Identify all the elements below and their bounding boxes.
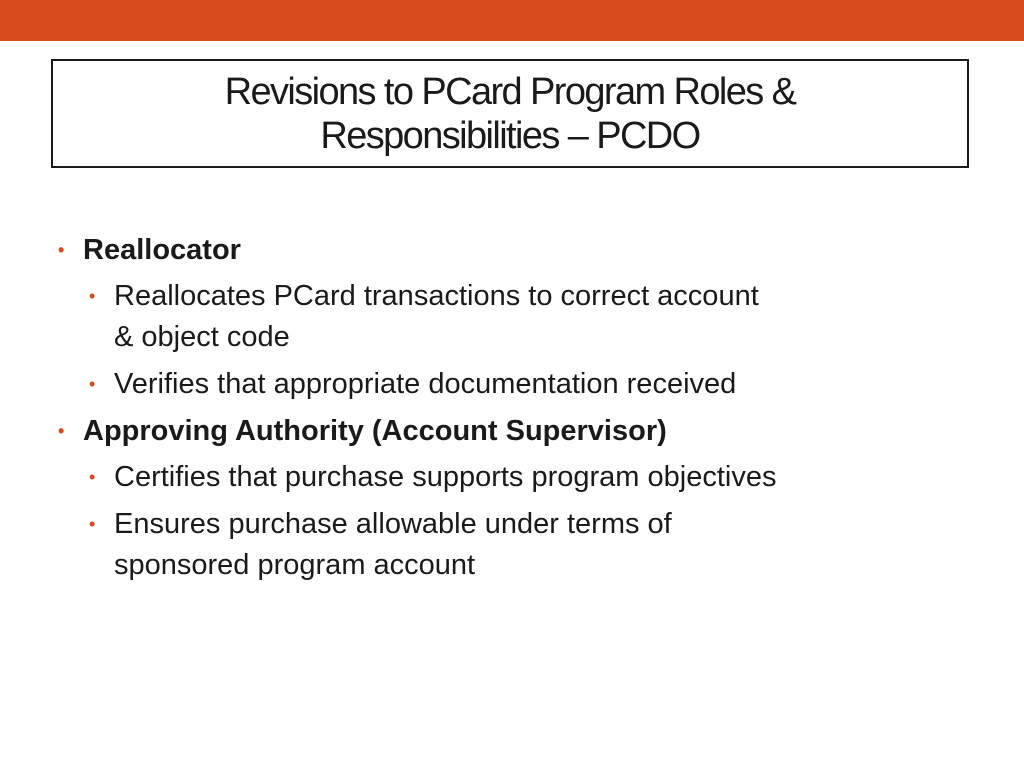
bullet-item-approving-authority bbox=[56, 411, 956, 451]
bullet-list bbox=[56, 230, 956, 592]
bullet-icon: • bbox=[58, 240, 65, 260]
sub-bullet-text: sponsored program account bbox=[114, 549, 476, 581]
sub-bullet-text: Certifies that purchase supports program objectives bbox=[114, 461, 777, 493]
bullet-icon: • bbox=[89, 467, 96, 487]
bullet-icon: • bbox=[89, 374, 96, 394]
sub-bullet-item bbox=[87, 457, 934, 498]
sub-bullet-text: Ensures purchase allowable under terms of bbox=[114, 508, 672, 540]
title-box bbox=[51, 59, 969, 168]
sub-bullet-text: Reallocates PCard transactions to correct account bbox=[114, 280, 759, 312]
bullet-heading: Reallocator bbox=[83, 234, 241, 266]
sub-bullet-text: Verifies that appropriate documentation received bbox=[114, 368, 737, 400]
bullet-heading: Approving Authority (Account Supervisor) bbox=[83, 415, 667, 447]
sub-bullet-text: & object code bbox=[114, 321, 290, 353]
title-line-1: Revisions to PCard Program Roles & bbox=[224, 70, 796, 113]
title-line-2: Responsibilities – PCDO bbox=[320, 114, 700, 157]
bullet-icon: • bbox=[58, 421, 65, 441]
sub-bullet-item bbox=[87, 504, 884, 586]
bullet-icon: • bbox=[89, 286, 96, 306]
sub-bullet-item bbox=[87, 276, 884, 358]
bullet-item-reallocator bbox=[56, 230, 956, 270]
sub-bullet-item bbox=[87, 364, 934, 405]
bullet-icon: • bbox=[89, 514, 96, 534]
accent-top-bar bbox=[0, 0, 1024, 41]
